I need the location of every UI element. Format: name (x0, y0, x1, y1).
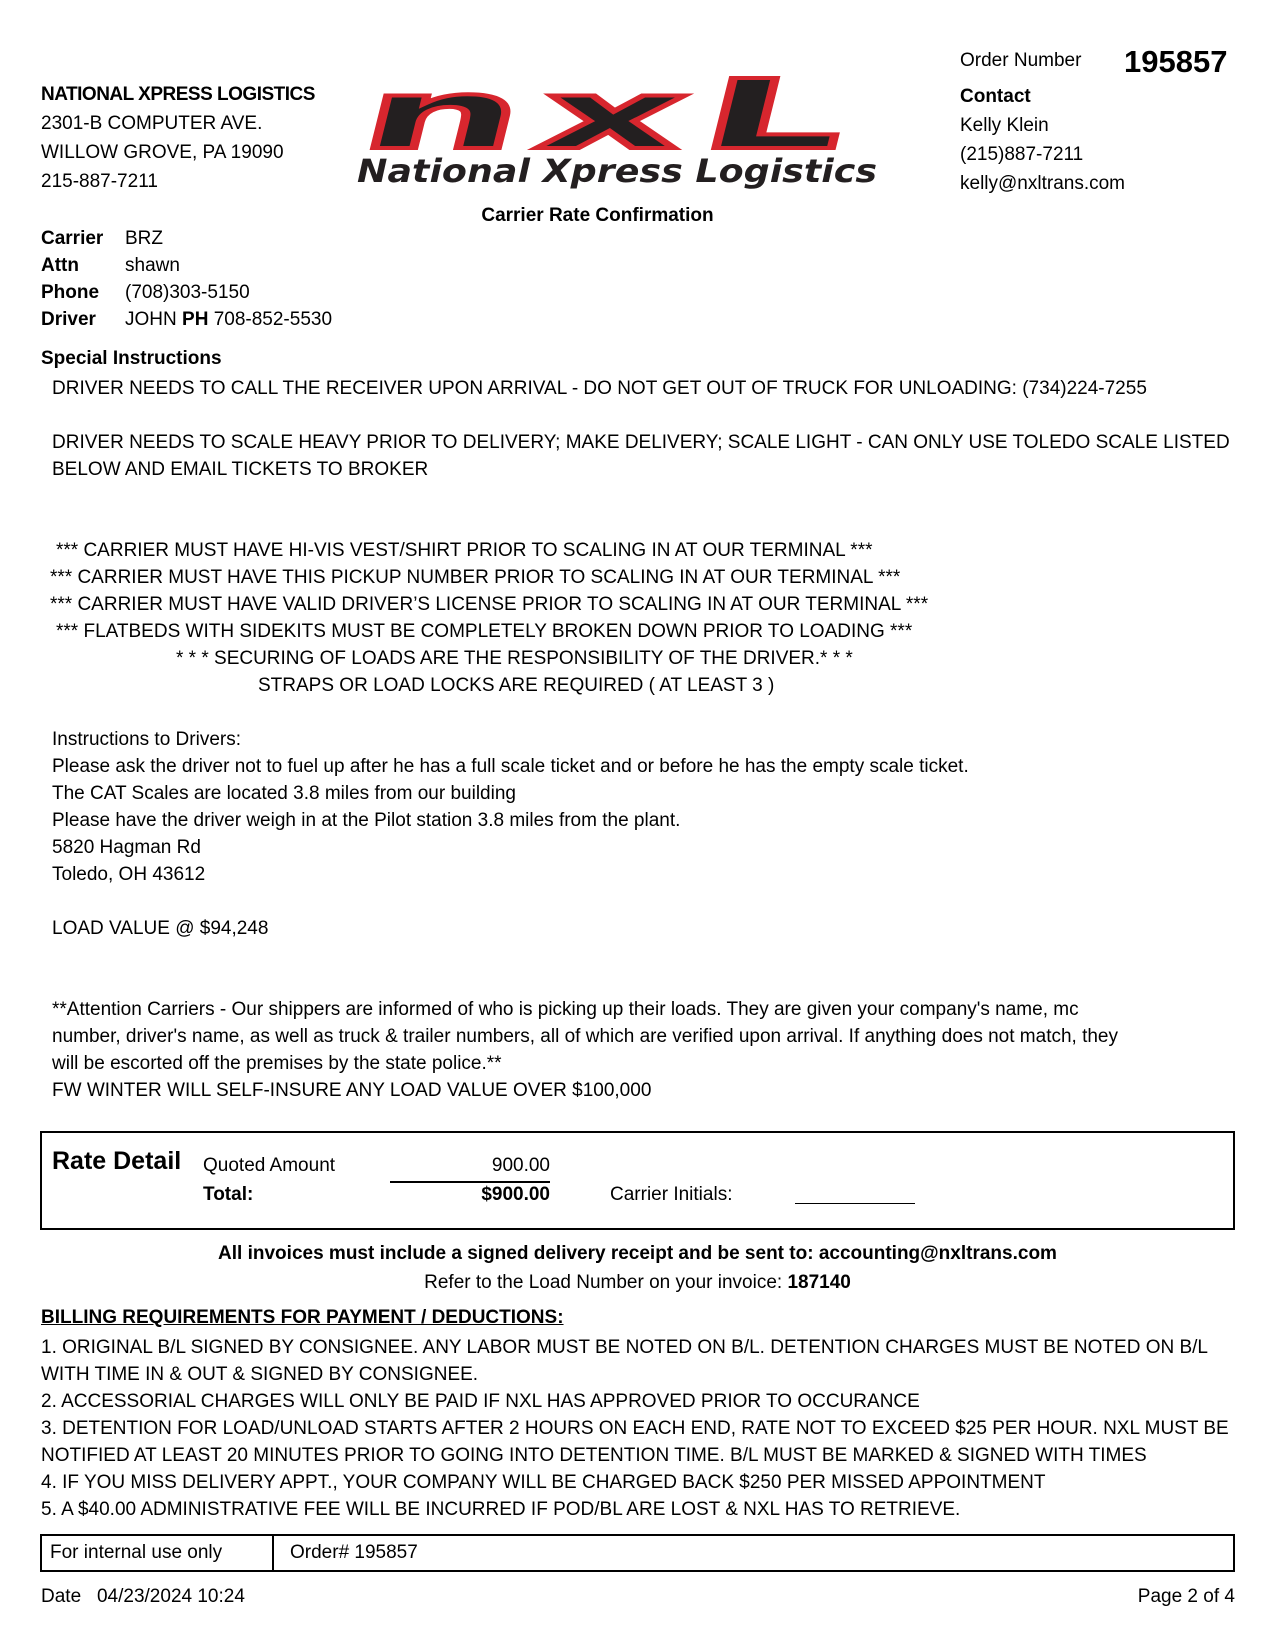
billing-line: 4. IF YOU MISS DELIVERY APPT., YOUR COMPANY WILL BE CHARGED BACK $250 PER MISSED APPOINTMENT (41, 1472, 1046, 1493)
instruction-line: Please ask the driver not to fuel up after he has a full scale ticket and or before he has the empty scale ticket. (52, 756, 969, 777)
company-block (41, 80, 315, 196)
order-number-label: Order Number (960, 50, 1082, 71)
internal-divider (272, 1536, 274, 1570)
instruction-line: The CAT Scales are located 3.8 miles from our building (52, 783, 516, 804)
carrier-initials-label: Carrier Initials: (610, 1184, 733, 1205)
internal-order-number: Order# 195857 (290, 1542, 418, 1563)
driver-ph-label: PH (182, 309, 209, 330)
order-number-value: 195857 (1124, 44, 1228, 79)
instruction-line: *** CARRIER MUST HAVE HI-VIS VEST/SHIRT PRIOR TO SCALING IN AT OUR TERMINAL *** (56, 540, 873, 561)
page-label: Page (1137, 1586, 1183, 1607)
billing-line: 1. ORIGINAL B/L SIGNED BY CONSIGNEE. ANY LABOR MUST BE NOTED ON B/L. DETENTION CHARGES MUST BE NOTED ON B/L (41, 1337, 1208, 1358)
quoted-amount-label: Quoted Amount (203, 1155, 336, 1176)
carrier-value: BRZ (125, 228, 163, 249)
load-number-reference (0, 1272, 1275, 1294)
carrier-row (41, 225, 332, 252)
instruction-line: DRIVER NEEDS TO SCALE HEAVY PRIOR TO DELIVERY; MAKE DELIVERY; SCALE LIGHT - CAN ONLY USE TOLEDO SCALE LISTED (52, 432, 1230, 453)
internal-use-label: For internal use only (50, 1542, 223, 1563)
total-label: Total: (203, 1184, 254, 1205)
rate-detail-heading: Rate Detail (52, 1147, 182, 1175)
footer-date (41, 1586, 245, 1608)
date-label: Date (41, 1586, 82, 1607)
billing-line: 2. ACCESSORIAL CHARGES WILL ONLY BE PAID IF NXL HAS APPROVED PRIOR TO OCCURANCE (41, 1391, 920, 1412)
carrier-initials-line (795, 1203, 915, 1204)
instruction-line: Please have the driver weigh in at the Pilot station 3.8 miles from the plant. (52, 810, 681, 831)
billing-line: 3. DETENTION FOR LOAD/UNLOAD STARTS AFTER 2 HOURS ON EACH END, RATE NOT TO EXCEED $25 PER HOUR. NXL MUST BE (41, 1418, 1229, 1439)
contact-phone: (215)887-7211 (960, 144, 1084, 165)
driver-label: Driver (41, 309, 96, 330)
instruction-line: DRIVER NEEDS TO CALL THE RECEIVER UPON ARRIVAL - DO NOT GET OUT OF TRUCK FOR UNLOADING: (734)224-7255 (52, 378, 1147, 399)
driver-value (125, 306, 332, 333)
quoted-amount-value: 900.00 (491, 1155, 550, 1176)
phone-label: Phone (41, 282, 100, 303)
phone-row (41, 279, 332, 306)
footer-page-number (1138, 1586, 1235, 1608)
contact-name: Kelly Klein (960, 115, 1049, 136)
attn-row (41, 252, 332, 279)
instruction-line: **Attention Carriers - Our shippers are informed of who is picking up their loads. They are given your company's name, mc (52, 999, 1079, 1020)
company-address-line2: WILLOW GROVE, PA 19090 (41, 142, 284, 163)
instruction-line: will be escorted off the premises by the state police.** (52, 1053, 502, 1074)
document-title: Carrier Rate Confirmation (481, 205, 714, 226)
carrier-info (41, 225, 332, 333)
amount-rule (390, 1181, 550, 1183)
instruction-line: *** CARRIER MUST HAVE VALID DRIVER’S LICENSE PRIOR TO SCALING IN AT OUR TERMINAL *** (50, 594, 929, 615)
page-current: 2 (1187, 1586, 1198, 1607)
instruction-line: STRAPS OR LOAD LOCKS ARE REQUIRED ( AT LEAST 3 ) (258, 675, 775, 696)
contact-heading: Contact (960, 86, 1031, 107)
instruction-line: number, driver's name, as well as truck & trailer numbers, all of which are verified upon arrival. If anything does not match, they (52, 1026, 1119, 1047)
company-name: NATIONAL XPRESS LOGISTICS (41, 84, 315, 105)
billing-line: WITH TIME IN & OUT & SIGNED BY CONSIGNEE. (41, 1364, 479, 1385)
instruction-line: BELOW AND EMAIL TICKETS TO BROKER (52, 459, 429, 480)
load-number: 187140 (787, 1272, 851, 1293)
phone-value: (708)303-5150 (125, 282, 250, 303)
instruction-line: Toledo, OH 43612 (52, 864, 206, 885)
company-address-line1: 2301-B COMPUTER AVE. (41, 113, 263, 134)
company-phone: 215-887-7211 (41, 171, 158, 192)
driver-row (41, 306, 332, 333)
internal-use-box (40, 1534, 1235, 1572)
logo-tagline: National Xpress Logistics (357, 152, 877, 190)
carrier-label: Carrier (41, 228, 104, 249)
billing-requirements-heading: BILLING REQUIREMENTS FOR PAYMENT / DEDUCTIONS: (41, 1307, 564, 1328)
billing-line: NOTIFIED AT LEAST 20 MINUTES PRIOR TO GOING INTO DETENTION TIME. B/L MUST BE MARKED & SIGNED WITH TIMES (41, 1445, 1147, 1466)
instruction-line: *** FLATBEDS WITH SIDEKITS MUST BE COMPLETELY BROKEN DOWN PRIOR TO LOADING *** (56, 621, 913, 642)
instruction-line: 5820 Hagman Rd (52, 837, 201, 858)
instruction-line: LOAD VALUE @ $94,248 (52, 918, 269, 939)
nxl-logo (345, 72, 895, 190)
contact-block (960, 82, 1125, 198)
date-value: 04/23/2024 10:24 (96, 1586, 245, 1607)
load-reference-text: Refer to the Load Number on your invoice: (424, 1272, 783, 1293)
instruction-line: *** CARRIER MUST HAVE THIS PICKUP NUMBER PRIOR TO SCALING IN AT OUR TERMINAL *** (50, 567, 901, 588)
instruction-line: FW WINTER WILL SELF-INSURE ANY LOAD VALUE OVER $100,000 (52, 1080, 652, 1101)
invoice-note: All invoices must include a signed delivery receipt and be sent to: accounting@nxltrans.com (218, 1243, 1057, 1264)
logo-mark: nxL (350, 72, 594, 171)
special-instructions-heading: Special Instructions (41, 348, 222, 369)
page-total: 4 (1224, 1586, 1235, 1607)
driver-name: JOHN (125, 309, 177, 330)
driver-phone: 708-852-5530 (213, 309, 333, 330)
contact-email: kelly@nxltrans.com (960, 173, 1125, 194)
instruction-line: Instructions to Drivers: (52, 729, 241, 750)
total-amount-value: $900.00 (481, 1184, 550, 1205)
billing-line: 5. A $40.00 ADMINISTRATIVE FEE WILL BE INCURRED IF POD/BL ARE LOST & NXL HAS TO RETRIEVE. (41, 1499, 961, 1520)
attn-value: shawn (125, 255, 180, 276)
rate-detail-box (40, 1131, 1235, 1230)
attn-label: Attn (41, 255, 79, 276)
instruction-line: * * * SECURING OF LOADS ARE THE RESPONSIBILITY OF THE DRIVER.* * * (176, 648, 853, 669)
page-of: of (1203, 1586, 1220, 1607)
